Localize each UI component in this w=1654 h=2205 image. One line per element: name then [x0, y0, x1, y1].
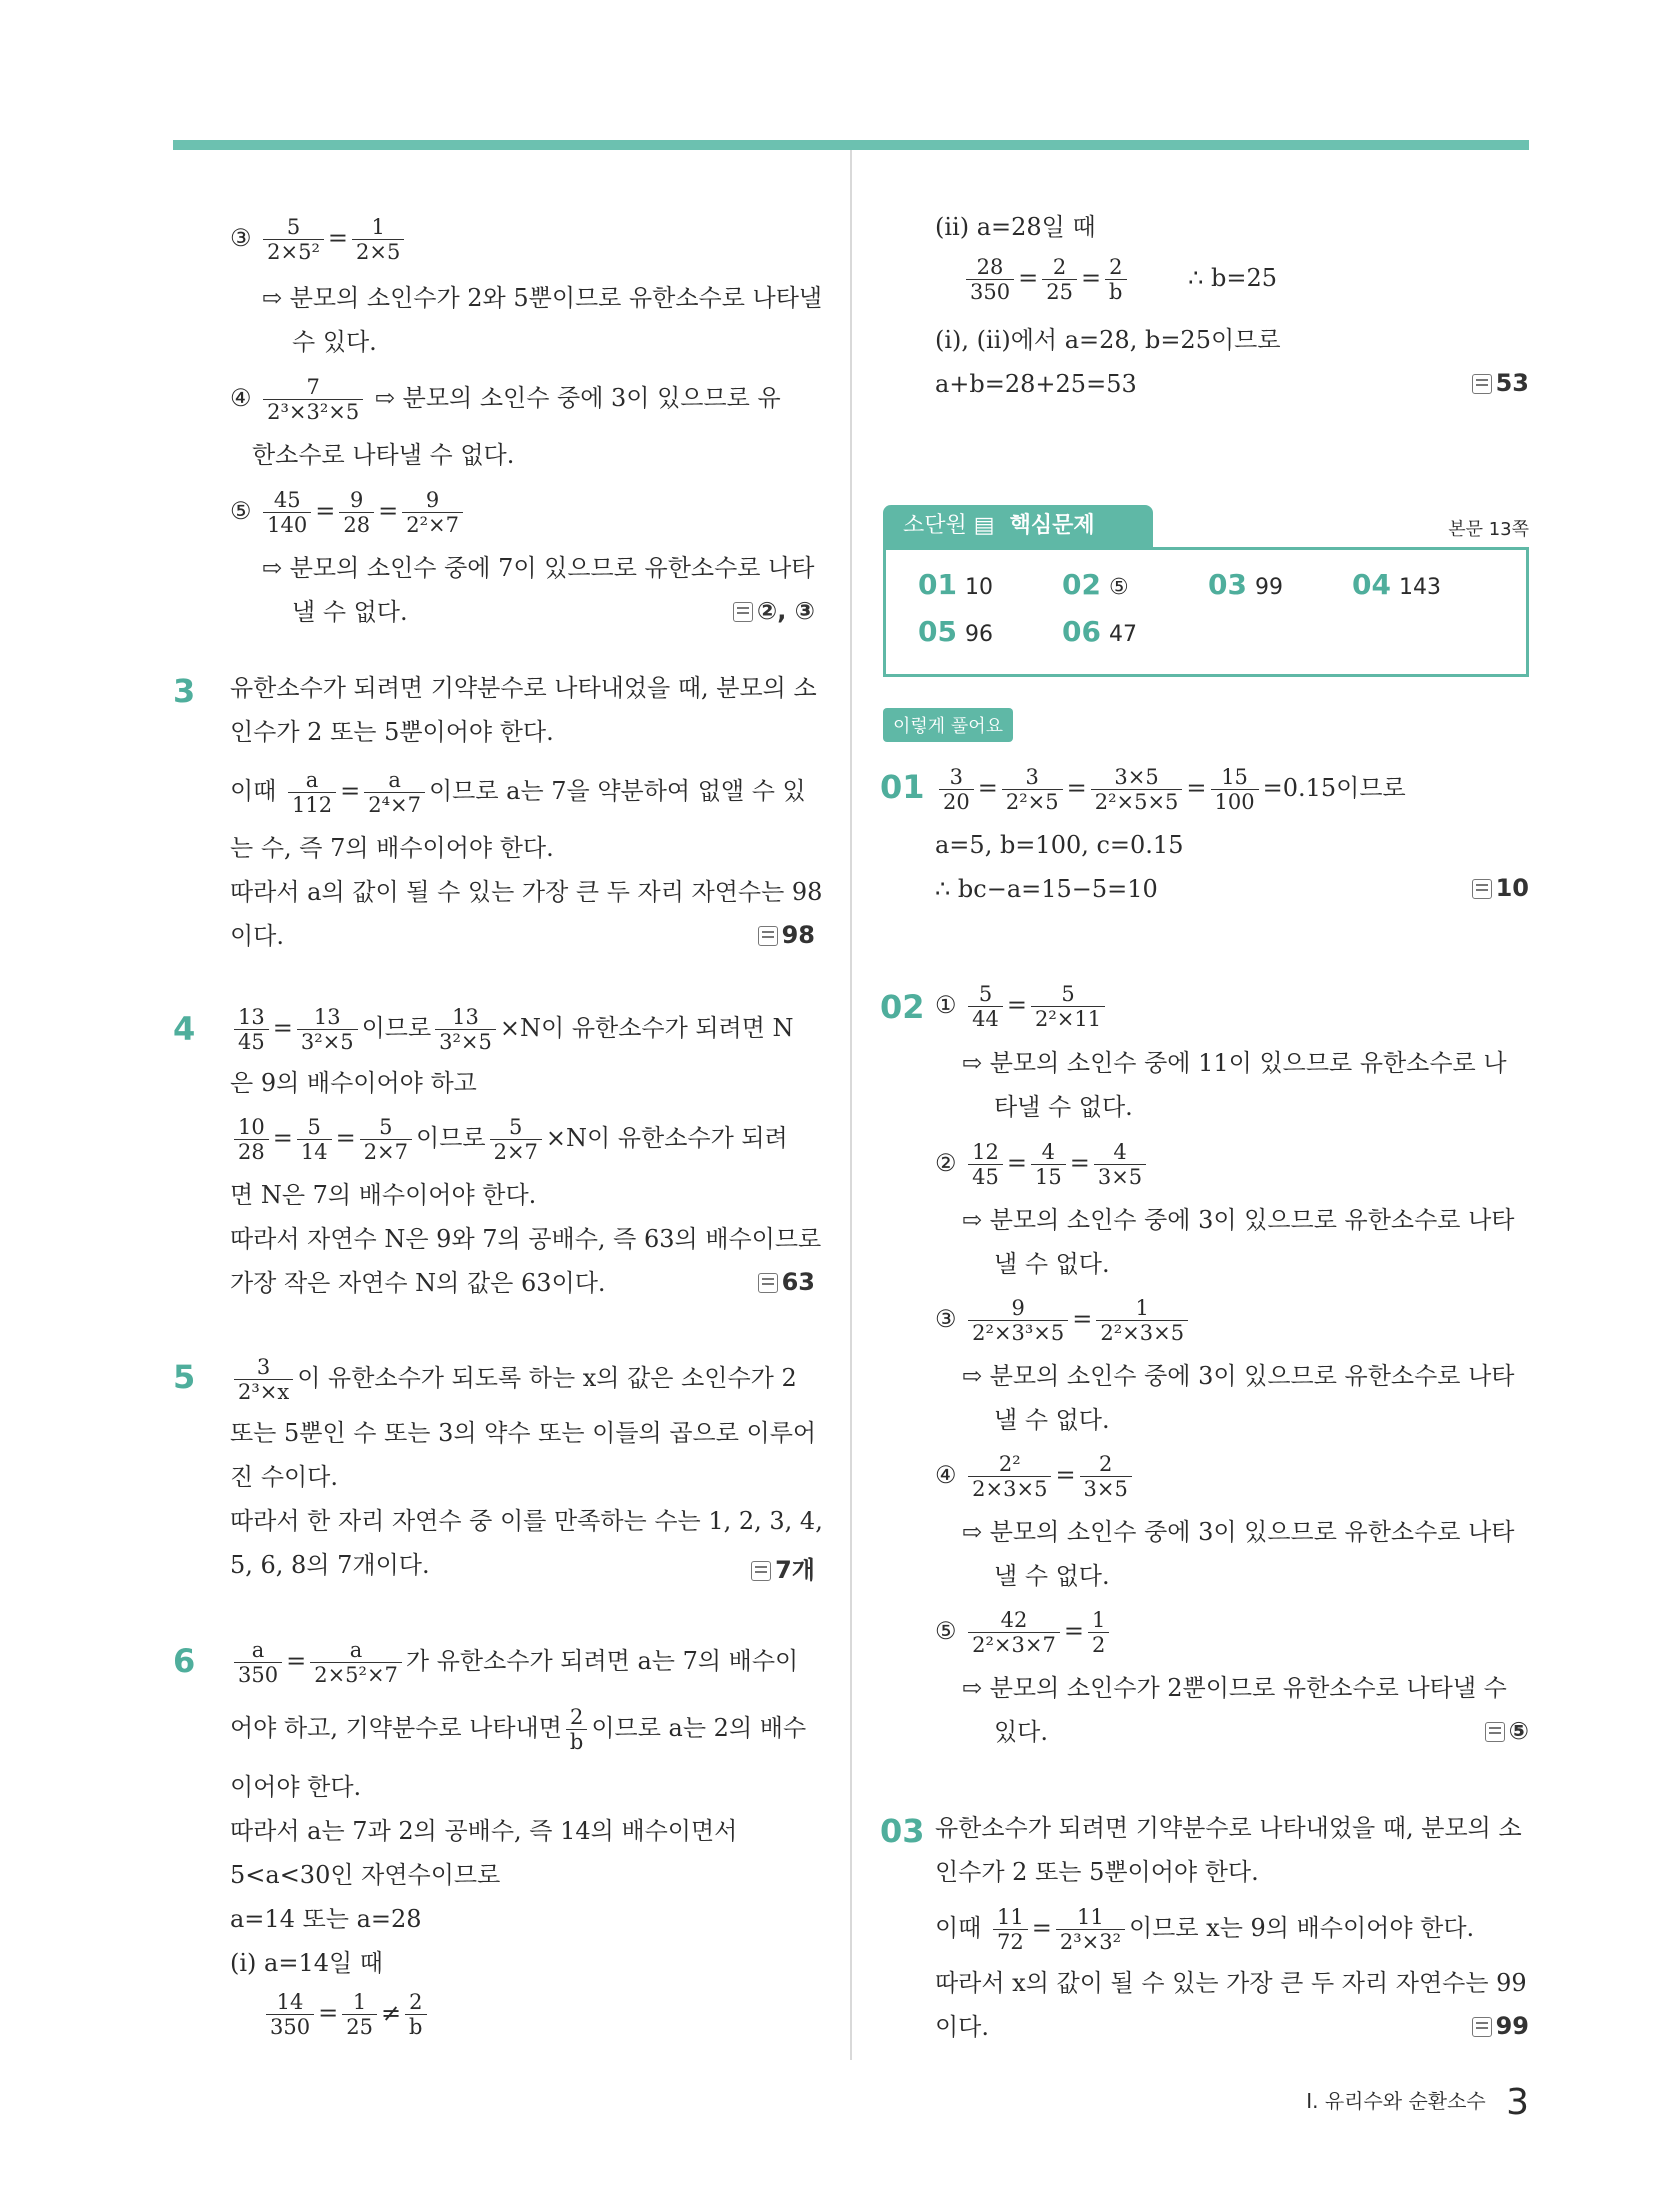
p4-line3: $\frac{10}{28}$ = $\frac{5}{14}$ = $\frac{5}{2\times 7}$ 이므로 $\frac{5}{2\times 7}$ ×N이 유한소수가 되려 [230, 1115, 788, 1164]
solution-badge: 이렇게 풀어요 [883, 708, 1013, 742]
q03-line3: 이때 $\frac{11}{72}$ = $\frac{11}{\text{2³×3²}}$ 이므로 x는 9의 배수이어야 한다. [935, 1905, 1475, 1954]
answer-item: 04 143 [1352, 568, 1441, 601]
q02-o5a: ⇨ 분모의 소인수가 2뿐이므로 유한소수로 나타낼 수 [962, 1674, 1507, 1702]
page-reference: 본문 13쪽 [1448, 519, 1529, 540]
answer-icon [1472, 374, 1492, 394]
p6-line6: a=14 또는 a=28 [230, 1905, 422, 1933]
problem-number: 4 [173, 1010, 196, 1048]
p6-line3: 이어야 한다. [230, 1773, 362, 1801]
q01-line3: ∴ bc−a=15−5=10 [935, 875, 1158, 903]
answer-icon [1472, 879, 1492, 899]
p6-case2: (ⅱ) a=28일 때 [935, 213, 1096, 241]
q02-o4a: ⇨ 분모의 소인수 중에 3이 있으므로 유한소수로 나타 [962, 1518, 1515, 1546]
p2-answer: ②, ③ [0, 597, 815, 625]
p6-case2-eq: $\frac{28}{350}$ = $\frac{2}{25}$ = $\frac{2}{b}$ ∴ b=25 [962, 255, 1277, 304]
p6-line5: 5<a<30인 자연수이므로 [230, 1861, 501, 1889]
p6-conclusion2: a+b=28+25=53 [935, 370, 1137, 398]
p6-line7: (ⅰ) a=14일 때 [230, 1949, 383, 1977]
p6-case1-eq: $\frac{14}{350}$ = $\frac{1}{25}$ ≠ $\frac{2}{b}$ [262, 1990, 431, 2039]
answer-icon [751, 1561, 771, 1581]
answer-item: 03 99 [1208, 568, 1283, 601]
p2-option-5: ⑤ $\frac{45}{140}$ = $\frac{9}{28}$ = $\frac{9}{\text{2²×7}}$ [230, 488, 467, 537]
p4-answer: 63 [0, 1268, 815, 1296]
p6-answer: 53 [0, 369, 1529, 397]
p2-option-3: ③ $\frac{5}{\text{2×5²}}$ = $\frac{1}{2\times 5}$ [230, 215, 408, 264]
p2-opt5-explain1: ⇨ 분모의 소인수 중에 7이 있으므로 유한소수로 나타 [262, 554, 815, 582]
p4-line6: 가장 작은 자연수 N의 값은 63이다. [230, 1269, 606, 1297]
column-divider [850, 150, 852, 2060]
p5-line1: $\frac{3}{\text{2³×x}}$ 이 유한소수가 되도록 하는 x의 값은 소인수가 2 [230, 1355, 797, 1404]
q01-line2: a=5, b=100, c=0.15 [935, 831, 1184, 859]
answer-icon [758, 1273, 778, 1293]
p6-line2: 어야 하고, 기약분수로 나타내면 $\frac{2}{b}$ 이므로 a는 2의 배수 [230, 1705, 807, 1754]
section-tab: 소단원 ▤ 핵심문제 [883, 505, 1153, 547]
p2-opt4-explain2: 한소수로 나타낼 수 없다. [252, 441, 515, 469]
q03-line5: 이다. [935, 2013, 989, 2041]
q02-option-4: ④ $\frac{\text{2²}}{2\times 3\times 5}$ = $\frac{2}{3\times 5}$ [935, 1452, 1136, 1501]
p4-line2: 은 9의 배수이어야 하고 [230, 1069, 477, 1097]
answer-item: 02 ⑤ [1062, 568, 1129, 601]
answer-item: 05 96 [918, 615, 993, 648]
q03-line2: 인수가 2 또는 5뿐이어야 한다. [935, 1858, 1259, 1886]
p3-line1: 유한소수가 되려면 기약분수로 나타내었을 때, 분모의 소 [230, 674, 817, 702]
p3-answer: 98 [0, 921, 815, 949]
problem-number: 6 [173, 1642, 196, 1680]
problem-number: 5 [173, 1358, 196, 1396]
p5-line5: 5, 6, 8의 7개이다. [230, 1551, 430, 1579]
answer-icon [733, 602, 753, 622]
p5-line3: 진 수이다. [230, 1463, 338, 1491]
p6-line4: 따라서 a는 7과 2의 공배수, 즉 14의 배수이면서 [230, 1817, 738, 1845]
p3-line2: 인수가 2 또는 5뿐이어야 한다. [230, 718, 554, 746]
q02-o3a: ⇨ 분모의 소인수 중에 3이 있으므로 유한소수로 나타 [962, 1362, 1515, 1390]
answer-item: 01 10 [918, 568, 993, 601]
q02-answer: ⑤ [0, 1717, 1529, 1745]
q01-line1: $\frac{3}{20}$ = $\frac{3}{\text{2²×5}}$ = $\frac{3\times 5}{\text{2²×5×5}}$ = $\frac{15}{100}$ =0.15이므로 [935, 765, 1406, 814]
p2-opt4-explain: ⇨ 분모의 소인수 중에 3이 있으므로 유 [374, 384, 781, 412]
p2-opt5-explain2: 낼 수 없다. [292, 598, 408, 626]
p5-answer: 7개 [0, 1550, 815, 1585]
q02-option-2: ② $\frac{12}{45}$ = $\frac{4}{15}$ = $\frac{4}{3\times 5}$ [935, 1140, 1150, 1189]
q02-o3b: 낼 수 없다. [994, 1406, 1110, 1434]
q02-o5b: 있다. [994, 1718, 1048, 1746]
question-number: 02 [880, 988, 925, 1026]
q01-answer: 10 [0, 874, 1529, 902]
p6-conclusion1: (ⅰ), (ⅱ)에서 a=28, b=25이므로 [935, 326, 1281, 354]
p2-opt3-explain2: 수 있다. [292, 328, 377, 356]
answer-icon [758, 926, 778, 946]
p5-line2: 또는 5뿐인 수 또는 3의 약수 또는 이들의 곱으로 이루어 [230, 1419, 817, 1447]
p4-line5: 따라서 자연수 N은 9와 7의 공배수, 즉 63의 배수이므로 [230, 1225, 822, 1253]
q03-line1: 유한소수가 되려면 기약분수로 나타내었을 때, 분모의 소 [935, 1814, 1522, 1842]
p4-line4: 면 N은 7의 배수이어야 한다. [230, 1181, 537, 1209]
q02-option-1: ① $\frac{5}{44}$ = $\frac{5}{\text{2²×11}}$ [935, 982, 1109, 1031]
p2-opt3-explain1: ⇨ 분모의 소인수가 2와 5뿐이므로 유한소수로 나타낼 [262, 284, 823, 312]
answer-icon [1485, 1722, 1505, 1742]
p2-option-4: ④ $\frac{7}{\text{2³×3²×5}}$ ⇨ 분모의 소인수 중에 3이 있으므로 유 [230, 375, 781, 424]
q02-o1a: ⇨ 분모의 소인수 중에 11이 있으므로 유한소수로 나 [962, 1049, 1507, 1077]
q02-o4b: 낼 수 없다. [994, 1562, 1110, 1590]
q03-answer: 99 [0, 2012, 1529, 2040]
chapter-title: Ⅰ. 유리수와 순환소수 [1306, 2089, 1486, 2113]
q02-o1b: 타낼 수 없다. [994, 1093, 1133, 1121]
q03-line4: 따라서 x의 값이 될 수 있는 가장 큰 두 자리 자연수는 99 [935, 1969, 1527, 1997]
p4-line1: $\frac{13}{45}$ = $\frac{13}{\text{3²×5}}$ 이므로 $\frac{13}{\text{3²×5}}$ ×N이 유한소수가 되려면 N [230, 1005, 794, 1054]
question-number: 03 [880, 1812, 925, 1850]
answer-item: 06 47 [1062, 615, 1137, 648]
q02-o2a: ⇨ 분모의 소인수 중에 3이 있으므로 유한소수로 나타 [962, 1206, 1515, 1234]
problem-number: 3 [173, 672, 196, 710]
p3-line6: 이다. [230, 922, 284, 950]
answer-icon [1472, 2017, 1492, 2037]
question-number: 01 [880, 768, 925, 806]
document-icon: ▤ [973, 513, 995, 538]
answer-summary-box [883, 547, 1529, 677]
q02-option-3: ③ $\frac{9}{\text{2²×3³×5}}$ = $\frac{1}{\text{2²×3×5}}$ [935, 1296, 1192, 1345]
p3-line3: 이때 $\frac{a}{112}$ = $\frac{a}{\text{2⁴×7}}$ 이므로 a는 7을 약분하여 없앨 수 있 [230, 768, 806, 817]
p3-line5: 따라서 a의 값이 될 수 있는 가장 큰 두 자리 자연수는 98 [230, 878, 823, 906]
p6-line1: $\frac{a}{350}$ = $\frac{a}{\text{2×5²×7}}$ 가 유한소수가 되려면 a는 7의 배수이 [230, 1638, 798, 1687]
q02-option-5: ⑤ $\frac{42}{\text{2²×3×7}}$ = $\frac{1}{2}$ [935, 1608, 1113, 1657]
p3-line4: 는 수, 즉 7의 배수이어야 한다. [230, 834, 554, 862]
top-accent-bar [173, 140, 1529, 150]
q02-o2b: 낼 수 없다. [994, 1250, 1110, 1278]
page-footer [1306, 2082, 1529, 2123]
page-number: 3 [1506, 2082, 1529, 2123]
p5-line4: 따라서 한 자리 자연수 중 이를 만족하는 수는 1, 2, 3, 4, [230, 1507, 823, 1535]
